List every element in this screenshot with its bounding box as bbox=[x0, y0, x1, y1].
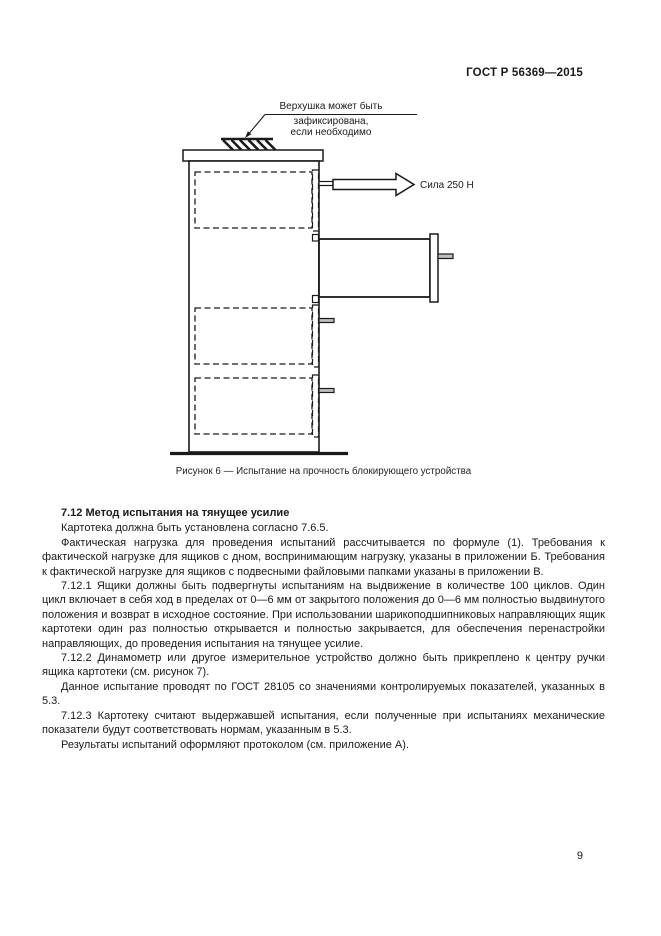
force-label: Сила 250 Н bbox=[420, 180, 474, 191]
fixation-note bbox=[245, 100, 417, 138]
paragraph: Картотека должна быть установлена согласно 7.6.5. bbox=[61, 522, 329, 535]
paragraph: 7.12.1 Ящики должны быть подвергнуты испытаниям на выдвижение в количестве 100 циклов. Один цикл включает в себя ход в пределах от 0—6 мм от закрытого положения до 0—6 мм полностью выдвинутого положения и возврат в исходное состояние. При использовании шарикоподшипниковых направляющих ящик картотеки один раз полностью открывается и полностью закрывается, для обеспечения перенастройки направляющих, до проведения испытания на тянущее усилие. bbox=[42, 580, 605, 650]
drawer-1-handle bbox=[319, 182, 333, 186]
drawer-2-open bbox=[313, 234, 454, 303]
drawer-2-handle bbox=[438, 254, 453, 259]
paragraph: Результаты испытаний оформляют протоколом (см. приложение А). bbox=[61, 738, 409, 751]
doc-number: ГОСТ Р 56369—2015 bbox=[466, 67, 583, 79]
cabinet-body bbox=[189, 161, 319, 452]
drawer-3-handle bbox=[319, 319, 334, 323]
drawer-2-body bbox=[319, 239, 430, 297]
fixation-note-line2: зафиксирована, bbox=[293, 116, 369, 127]
paragraph: Данное испытание проводят по ГОСТ 28105 со значениями контролируемых показателей, указанных в 5.3. bbox=[42, 680, 605, 708]
fixing-hatch bbox=[221, 139, 276, 150]
paragraph: 7.12.2 Динамометр или другое измерительное устройство должно быть прикреплено к центру ручки ящика картотеки (см. рисунок 7). bbox=[42, 652, 605, 679]
drawer-4-handle bbox=[319, 389, 334, 393]
cabinet-top-cap bbox=[183, 150, 323, 161]
paragraph: Фактическая нагрузка для проведения испытаний рассчитывается по формуле (1). Требования к фактической нагрузке для ящиков с дном, воспринимающим нагрузку, указаны в приложении Б. Требования к фактической нагрузке для ящиков с подвесными файловыми папками указаны в приложении В. bbox=[42, 536, 605, 578]
drawer-2-front-panel bbox=[430, 234, 438, 302]
leader-line bbox=[247, 115, 265, 137]
page-number: 9 bbox=[576, 850, 583, 862]
paragraph: 7.12.3 Картотеку считают выдержавшей испытания, если полученные при испытаниях механические показатели будут соответствовать нормам, указанным в 5.3. bbox=[42, 709, 605, 737]
figure-caption: Рисунок 6 — Испытание на прочность блокирующего устройства bbox=[175, 466, 472, 477]
fixation-note-line3: если необходимо bbox=[290, 127, 372, 138]
section-heading: 7.12 Метод испытания на тянущее усилие bbox=[61, 507, 290, 519]
fixation-note-line1: Верхушка может быть bbox=[279, 101, 383, 112]
force-arrow-icon bbox=[333, 174, 414, 196]
section-7-12 bbox=[42, 506, 605, 752]
figure-6-diagram bbox=[0, 95, 661, 467]
